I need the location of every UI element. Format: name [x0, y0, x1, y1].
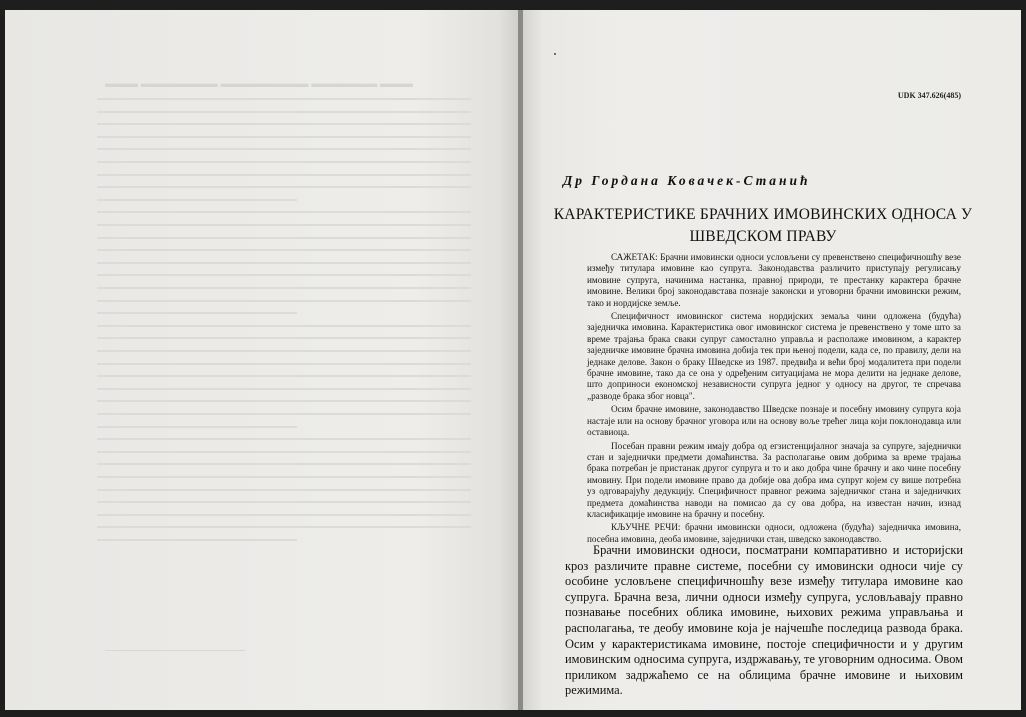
bleed-through-line: [97, 111, 471, 113]
page-mark: [554, 53, 556, 55]
udk-code: UDK 347.626(485): [897, 91, 961, 100]
bleed-through-line: [97, 438, 471, 440]
keywords-paragraph: КЉУЧНЕ РЕЧИ: брачни имовински односи, одложена (будућа) заједничка имовина, посебна имовина, деоба имовине, заједнички стан, шведско законодавство.: [587, 522, 961, 544]
bleed-through-line: [97, 199, 297, 201]
bleed-through-line: [97, 388, 471, 390]
bleed-through-line: [97, 262, 471, 264]
bleed-through-line: [97, 123, 471, 125]
bleed-through-line: [97, 375, 471, 377]
bleed-through-line: [97, 287, 471, 289]
bleed-through-line: [97, 350, 471, 352]
bleed-through-line: [97, 174, 471, 176]
article-title: КАРАКТЕРИСТИКЕ БРАЧНИХ ИМОВИНСКИХ ОДНОСА У ШВЕДСКОМ ПРАВУ: [553, 206, 973, 245]
bleed-through-line: [97, 211, 471, 213]
bleed-through-line: [97, 337, 471, 339]
bleed-through-line: [97, 224, 471, 226]
bleed-through-line: [97, 274, 471, 276]
bleed-through-line: [97, 300, 471, 302]
bleed-through-line: [97, 161, 471, 163]
bleed-through-line: [97, 249, 471, 251]
bleed-through-heading: ▬▬▬ ▬▬▬▬▬▬▬ ▬▬▬▬▬▬▬▬ ▬▬▬▬▬▬ ▬▬▬: [105, 78, 413, 90]
abstract: [587, 252, 961, 547]
bleed-through-footnote-rule: [105, 650, 245, 651]
bleed-through-line: [97, 98, 471, 100]
author-name: Др Гордана Ковачек-Станић: [563, 173, 811, 188]
abstract-paragraph: Специфичност имовинског система нордијских земаља чини одложена (будућа) заједничка имовина. Карактеристика овог имовинског система је превенствено у томе што за време трајања брака сваки супруг самостално управља и располаже имовином, а карактер заједничке имовине брачна имовина добија тек при њеној подели, када се, по правилу, дели на једнаке делове. Закон о браку Шведске из 1987. предвиђа и већи број модалитета при подели брачне имовине, тако да се она у одређеним ситуацијама не мора делити на једнаке делове, што доприноси економској независности супруга једног у односу на другог, те спречава „разводе брака због новца".: [587, 311, 961, 401]
bleed-through-line: [97, 136, 471, 138]
bleed-through-line: [97, 426, 297, 428]
bleed-through-line: [97, 476, 471, 478]
bleed-through-line: [97, 325, 471, 327]
bleed-through-line: [97, 451, 471, 453]
bleed-through-line: [97, 363, 471, 365]
bleed-through-line: [97, 148, 471, 150]
bleed-through-line: [97, 463, 471, 465]
abstract-paragraph: Осим брачне имовине, законодавство Шведске познаје и посебну имовину супруга која настаје или на основу брачног уговора или на основу воље трећег лица који поклонодавца или оставиоца.: [587, 404, 961, 438]
bleed-through-line: [97, 237, 471, 239]
bleed-through-line: [97, 514, 471, 516]
bleed-through-line: [97, 400, 471, 402]
bleed-through-line: [97, 526, 471, 528]
left-page: [5, 10, 519, 710]
bleed-through-line: [97, 539, 297, 541]
abstract-paragraph: Посебан правни режим имају добра од егзистенцијалног значаја за супруге, заједнички стан и заједнички предмети домаћинства. За располагање овим добрима за време трајања брака потребан је пристанак другог супруга и то и ако добра чине брачну и ако чине посебну имовину. При подели имовине право да добије ова добра има супруг којем су више потребна уз одговарајућу дедукцију. Специфичност правног режима заједничког стана и заједничких предмета домаћинства наводи на помисао да су ова добра, на известан начин, изнад класификације имовине на брачну и посебну.: [587, 440, 961, 519]
bleed-through-line: [97, 186, 471, 188]
bleed-through-line: [97, 413, 471, 415]
body-paragraph: Брачни имовински односи, посматрани компаративно и историјски кроз различите правне системе, посебни су имовински односи чије су особине условљене специфичношћу везе између титулара имовине као супруга. Брачна веза, лични односи између супруга, условљавају правно познавање посебних облика имовине, њихових режима управљања и располагања, те деобу имовине која је најчешће последица развода брака. Осим у карактеристикама имовине, постоје специфичности и у другим имовинским односима супруга, издржавању, те уговорним односима. Овом приликом задржаћемо се на облицима брачне имовине и њиховим режимима.: [565, 543, 963, 698]
bleed-through-line: [97, 489, 471, 491]
right-page: [523, 10, 1021, 710]
bleed-through-line: [97, 312, 297, 314]
bleed-through-line: [97, 501, 471, 503]
abstract-paragraph: САЖЕТАК: Брачни имовински односи условљени су превенствено специфичношћу везе између титулара имовине као супруга. Законодавства различито приступају регулисању имовине супруга, начинима настанка, правној природи, те престанку карактера брачне имовине. Велики број законодавстава познаје законски и уговорни брачни имовински режим, тако и нордијске земље.: [587, 252, 961, 308]
body-text: [565, 543, 963, 699]
